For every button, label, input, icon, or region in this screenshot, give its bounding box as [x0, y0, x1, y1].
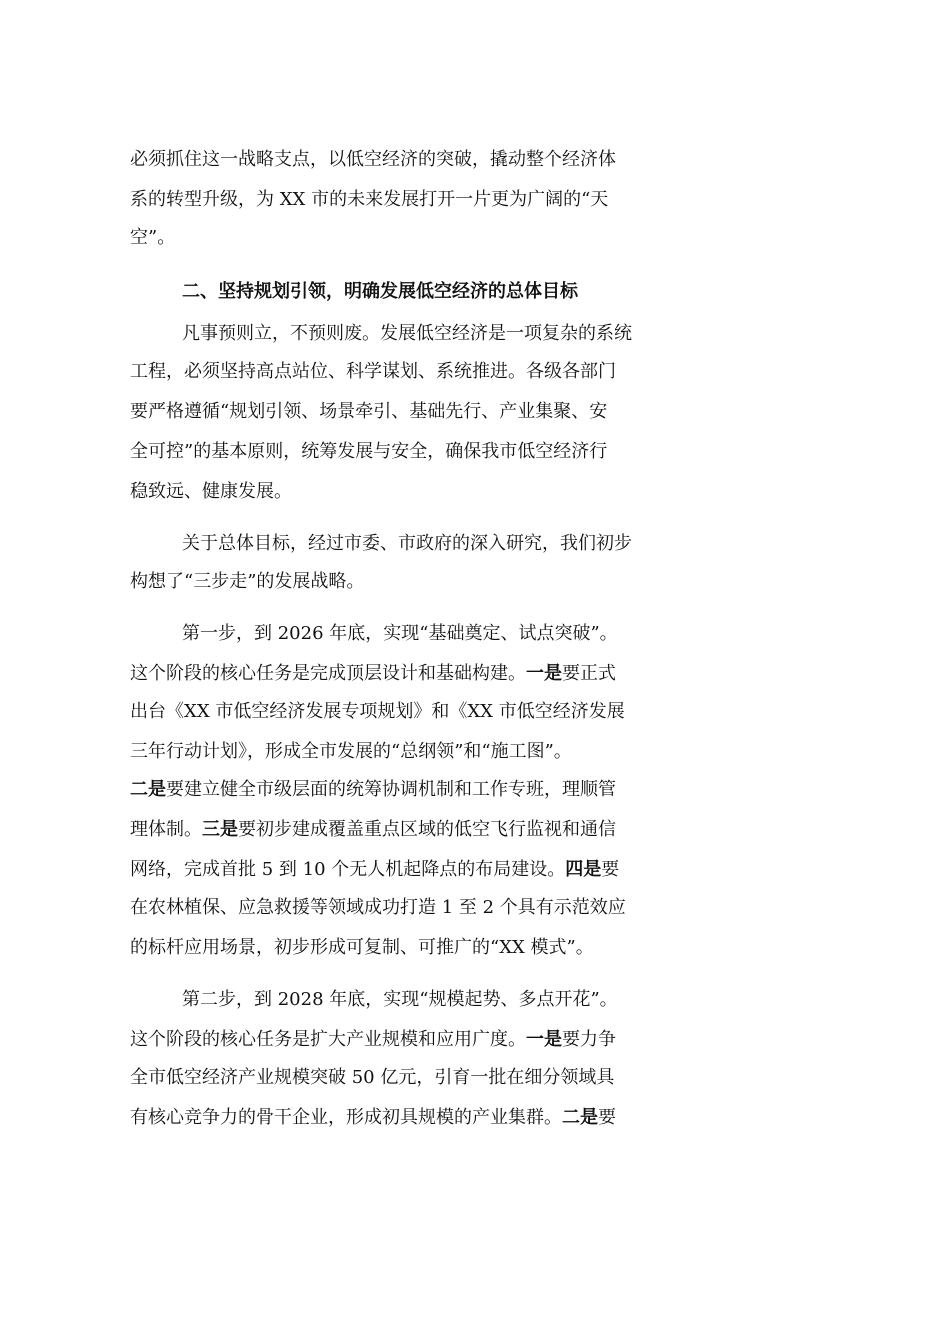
body-text-line: [0, 314, 950, 354]
text-segment: 第一步，到 2026 年底，实现“基础奠定、试点突破”。: [182, 623, 618, 644]
text-segment: 系的转型升级，为 XX 市的未来发展打开一片更为广阔的“天: [130, 189, 609, 210]
body-text-line: [0, 524, 950, 564]
text-segment: 在农林植保、应急救援等领域成功打造 1 至 2 个具有示范效应: [130, 897, 626, 918]
emphasis-text: 二是: [130, 779, 166, 800]
emphasis-text: 三是: [202, 819, 238, 840]
body-text-line: [0, 1020, 950, 1060]
text-segment: 要建立健全市级层面的统筹协调机制和工作专班，理顺管: [166, 779, 616, 800]
text-segment: 这个阶段的核心任务是完成顶层设计和基础构建。: [130, 663, 526, 684]
text-segment: 稳致远、健康发展。: [130, 481, 292, 502]
body-text-line: [0, 810, 950, 850]
text-segment: 这个阶段的核心任务是扩大产业规模和应用广度。: [130, 1029, 526, 1050]
text-segment: 要力争: [562, 1029, 616, 1050]
body-text-line: [0, 654, 950, 694]
body-text-line: [0, 850, 950, 890]
body-text-line: [0, 392, 950, 432]
emphasis-text: 二、坚持规划引领，明确发展低空经济的总体目标: [182, 281, 578, 302]
text-segment: 三年行动计划》，形成全市发展的“总纲领”和“施工图”。: [130, 741, 572, 762]
text-segment: 要初步建成覆盖重点区域的低空飞行监视和通信: [238, 819, 616, 840]
text-segment: 全市低空经济产业规模突破 50 亿元，引育一批在细分领域具: [130, 1067, 615, 1088]
text-segment: 必须抓住这一战略支点，以低空经济的突破，撬动整个经济体: [130, 149, 616, 170]
text-segment: 第二步，到 2028 年底，实现“规模起势、多点开花”。: [182, 989, 618, 1010]
text-segment: 要严格遵循“规划引领、场景牵引、基础先行、产业集聚、安: [130, 401, 608, 422]
text-segment: 构想了“三步走”的发展战略。: [130, 571, 365, 592]
text-segment: 凡事预则立，不预则废。发展低空经济是一项复杂的系统: [182, 323, 632, 344]
body-text-line: [0, 352, 950, 392]
text-segment: 工程，必须坚持高点站位、科学谋划、系统推进。各级各部门: [130, 361, 616, 382]
body-text-line: [0, 1058, 950, 1098]
body-text-line: [0, 928, 950, 968]
text-segment: 全可控”的基本原则，统筹发展与安全，确保我市低空经济行: [130, 441, 608, 462]
body-text-line: [0, 218, 950, 258]
emphasis-text: 一是: [526, 1029, 562, 1050]
text-segment: 要: [601, 859, 620, 880]
text-segment: 关于总体目标，经过市委、市政府的深入研究，我们初步: [182, 533, 632, 554]
body-text-line: [0, 140, 950, 180]
emphasis-text: 二是: [562, 1107, 598, 1128]
body-text-line: [0, 1098, 950, 1138]
body-text-line: [0, 732, 950, 772]
body-text-line: [0, 472, 950, 512]
body-text-line: [0, 432, 950, 472]
section-heading: [0, 272, 950, 312]
text-segment: 有核心竞争力的骨干企业，形成初具规模的产业集群。: [130, 1107, 562, 1128]
body-text-line: [0, 180, 950, 220]
text-segment: 出台《XX 市低空经济发展专项规划》和《XX 市低空经济发展: [130, 701, 625, 722]
emphasis-text: 一是: [526, 663, 562, 684]
text-segment: 网络，完成首批 5 到 10 个无人机起降点的布局建设。: [130, 859, 566, 880]
text-segment: 要正式: [562, 663, 616, 684]
text-segment: 要: [598, 1107, 616, 1128]
body-text-line: [0, 562, 950, 602]
text-segment: 空”。: [130, 227, 176, 248]
text-segment: 理体制。: [130, 819, 202, 840]
text-segment: 的标杆应用场景，初步形成可复制、可推广的“XX 模式”。: [130, 937, 594, 958]
body-text-line: [0, 692, 950, 732]
emphasis-text: 四是: [565, 859, 602, 880]
body-text-line: [0, 888, 950, 928]
body-text-line: [0, 614, 950, 654]
body-text-line: [0, 770, 950, 810]
body-text-line: [0, 980, 950, 1020]
